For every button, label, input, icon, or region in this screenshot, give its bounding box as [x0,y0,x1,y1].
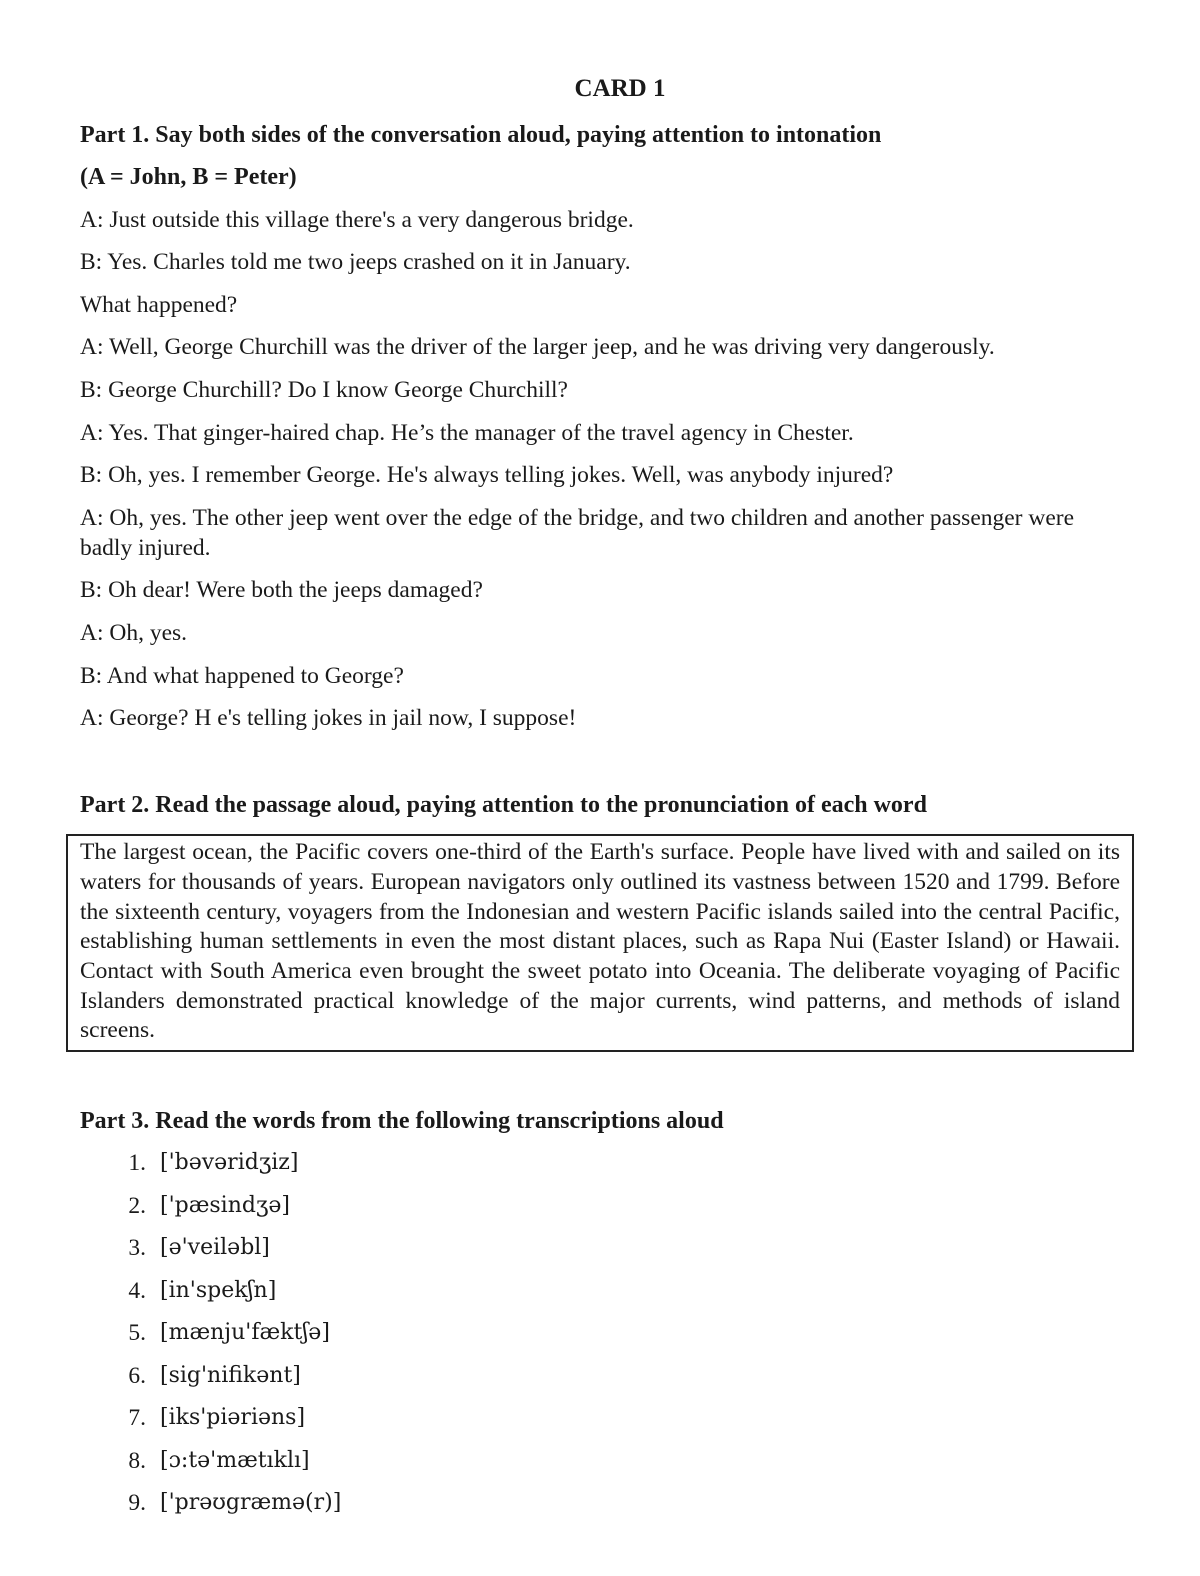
part2-section [80,790,1120,1052]
item-number: 8. [128,1447,146,1474]
transcription-text: [sig'nifikənt] [160,1362,301,1388]
transcription-item [80,1318,1120,1348]
dialogue-line: What happened? [80,291,238,318]
transcription-list [80,1148,1120,1518]
transcription-text: ['bəvəridʒiz] [160,1150,299,1176]
transcription-text: [ə'veiləbl] [160,1235,270,1261]
transcription-text: [ɔ:tə'mætıklı] [160,1447,310,1473]
transcription-item [80,1148,1120,1178]
transcription-text: [in'spekʃn] [160,1277,277,1303]
dialogue-line: A: George? H e's telling jokes in jail now, I suppose! [80,705,577,732]
dialogue-line: B: Oh, yes. I remember George. He's always telling jokes. Well, was anybody injured? [80,462,894,489]
item-number: 2. [128,1192,146,1219]
item-number: 1. [128,1150,146,1177]
transcription-item [80,1488,1120,1518]
item-number: 7. [128,1405,146,1432]
dialogue-line: B: Yes. Charles told me two jeeps crashed on it in January. [80,249,631,276]
dialogue [80,205,1120,734]
part3-section [80,1106,1120,1518]
transcription-item [80,1403,1120,1433]
dialogue-line: A: Oh, yes. [80,619,188,646]
transcription-item [80,1361,1120,1391]
item-number: 6. [128,1362,146,1389]
dialogue-line: A: Just outside this village there's a very dangerous bridge. [80,206,634,233]
dialogue-line: B: Oh dear! Were both the jeeps damaged? [80,577,483,604]
part1-section [80,120,1120,733]
item-number: 9. [128,1490,146,1517]
card-title: CARD 1 [574,75,666,102]
item-number: 3. [128,1235,146,1262]
speakers-legend: (A = John, B = Peter) [80,164,297,190]
dialogue-line: A: Yes. That ginger-haired chap. He’s the manager of the travel agency in Chester. [80,419,854,446]
part2-heading: Part 2. Read the passage aloud, paying attention to the pronunciation of each word [80,792,927,819]
transcription-item [80,1191,1120,1221]
transcription-text: [iks'piəriəns] [160,1405,306,1431]
transcription-text: [mænju'fæktʃə] [160,1320,330,1346]
item-number: 4. [128,1277,146,1304]
dialogue-line: B: And what happened to George? [80,662,404,689]
transcription-text: ['prəʊgræmə(r)] [160,1490,342,1516]
dialogue-line: A: Oh, yes. The other jeep went over the edge of the bridge, and two children and another passenger were badly injured. [80,504,1075,561]
transcription-item [80,1276,1120,1306]
transcription-item [80,1233,1120,1263]
dialogue-line: A: Well, George Churchill was the driver of the larger jeep, and he was driving very dangerously. [80,334,995,361]
transcription-item [80,1446,1120,1476]
transcription-text: ['pæsindʒə] [160,1192,290,1218]
dialogue-line: B: George Churchill? Do I know George Churchill? [80,376,568,403]
part1-heading: Part 1. Say both sides of the conversation aloud, paying attention to intonation [80,122,882,148]
item-number: 5. [128,1320,146,1347]
part3-heading: Part 3. Read the words from the following transcriptions aloud [80,1108,724,1135]
passage-box: The largest ocean, the Pacific covers one-third of the Earth's surface. People have lived with and sailed on its waters for thousands of years. European navigators only outlined its vastness between 1520 and 1799. Before the sixteenth century, voyagers from the Indonesian and western Pacific islands sailed into the central Pacific, establishing human settlements in even the most distant places, such as Rapa Nui (Easter Island) or Hawaii. Contact with South America even brought the sweet potato into Oceania. The deliberate voyaging of Pacific Islanders demonstrated practical knowledge of the major currents, wind patterns, and methods of island screens. [66,834,1134,1052]
